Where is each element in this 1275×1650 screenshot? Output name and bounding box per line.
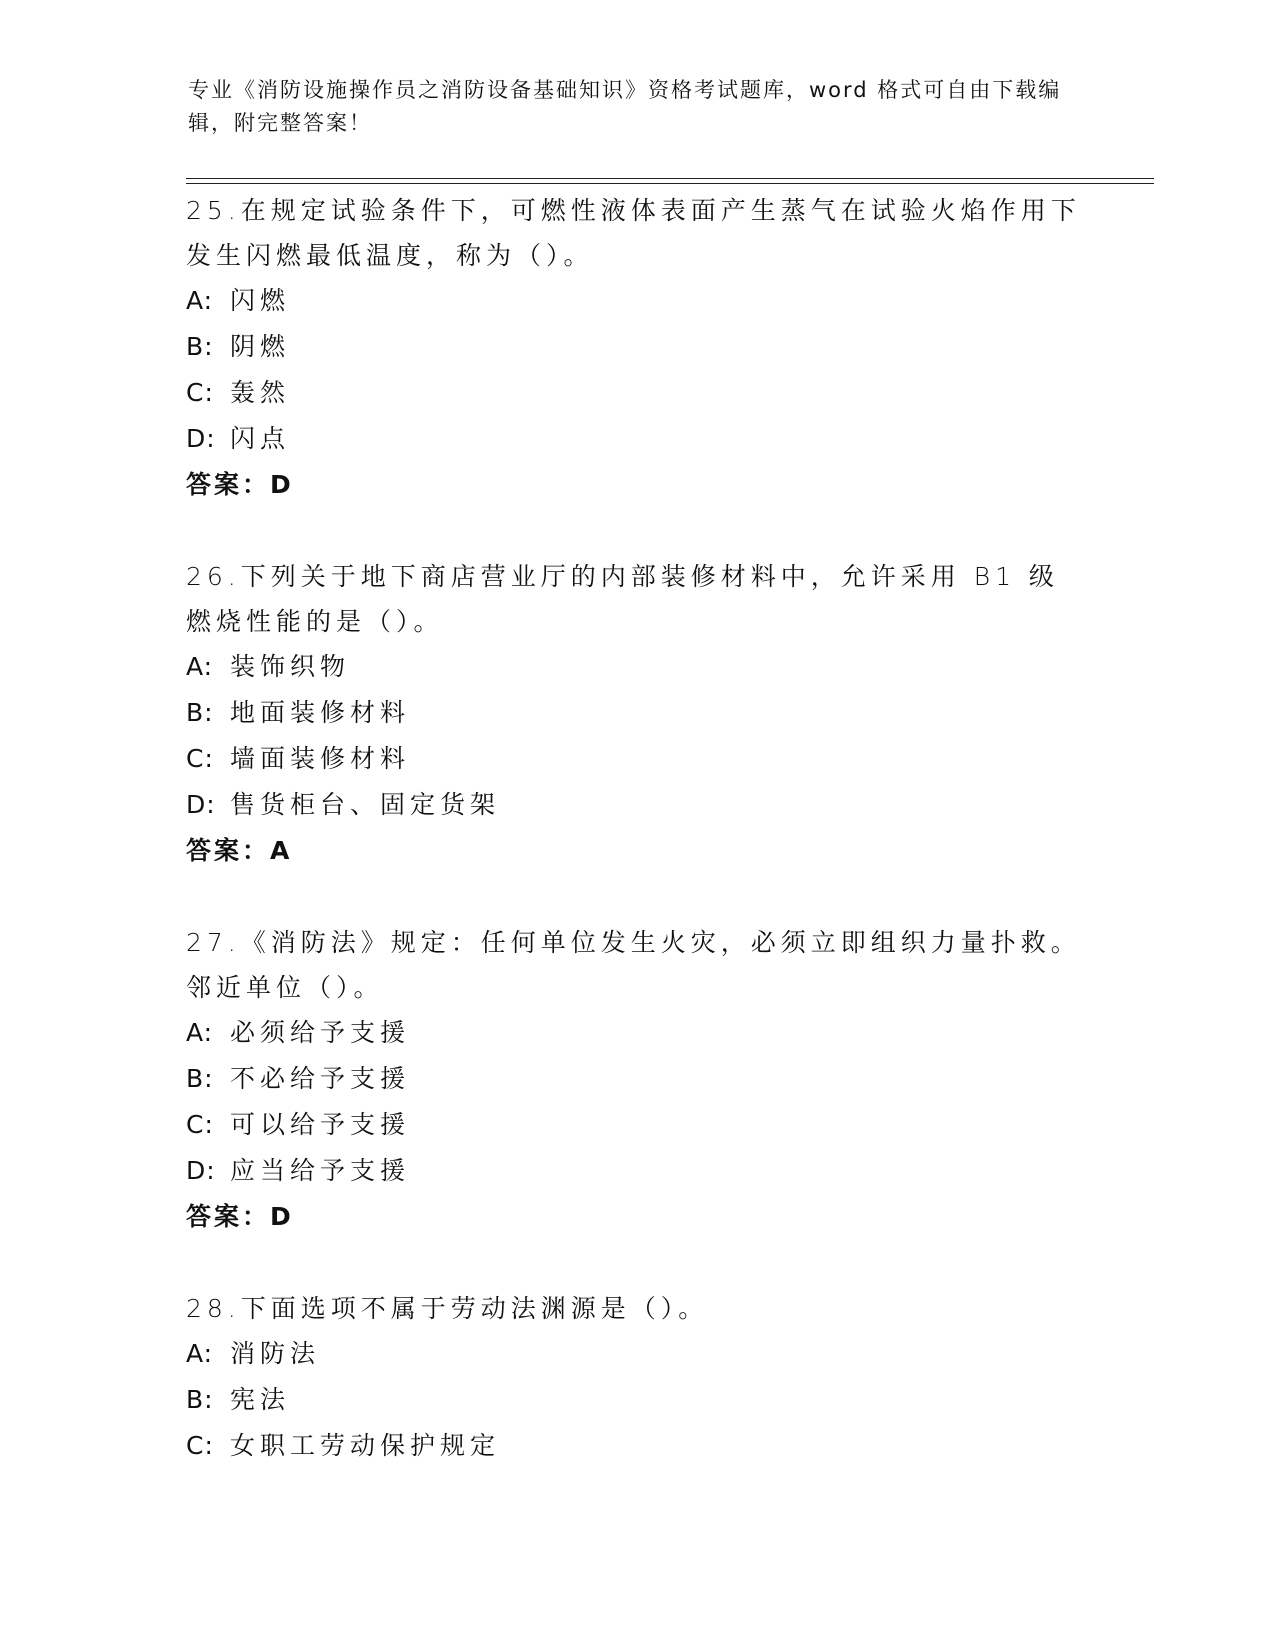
option-letter: D: [186,424,216,453]
option-letter: B: [186,1385,214,1414]
option-letter: A: [186,1018,214,1047]
answer-line: 答案：D [186,470,294,499]
option-letter: D: [186,1156,216,1185]
option-text: 地面装修材料 [230,698,411,727]
option-a [186,278,1086,324]
option-text: 宪法 [230,1385,291,1414]
option-letter: C: [186,1110,214,1139]
option-letter: A: [186,1339,214,1368]
option-b [186,1056,1086,1102]
option-b [186,690,1086,736]
document-header [188,74,1068,140]
question-list [186,188,1086,1515]
answer-line: 答案：A [186,836,293,865]
option-c [186,1102,1086,1148]
option-letter: B: [186,332,214,361]
option-text: 必须给予支援 [230,1018,411,1047]
option-text: 售货柜台、固定货架 [230,790,501,819]
answer-line: 答案：D [186,1202,294,1231]
question-stem: 28.下面选项不属于劳动法渊源是（）。 [186,1294,709,1323]
option-letter: D: [186,790,216,819]
question-28 [186,1286,1086,1469]
question-stem: 26.下列关于地下商店营业厅的内部装修材料中，允许采用 B1 级燃烧性能的是（）。 [186,562,1059,636]
option-d [186,1148,1086,1194]
option-text: 女职工劳动保护规定 [230,1431,501,1460]
question-27 [186,920,1086,1240]
option-letter: C: [186,744,214,773]
option-letter: C: [186,378,214,407]
option-text: 应当给予支援 [230,1156,411,1185]
option-text: 墙面装修材料 [230,744,411,773]
option-text: 可以给予支援 [230,1110,411,1139]
option-letter: B: [186,698,214,727]
question-26 [186,554,1086,874]
header-divider-top [186,178,1154,179]
option-b [186,324,1086,370]
option-c [186,736,1086,782]
option-letter: A: [186,652,214,681]
option-c [186,1423,1086,1469]
option-a [186,1331,1086,1377]
option-letter: A: [186,286,214,315]
option-text: 消防法 [230,1339,321,1368]
question-stem: 25.在规定试验条件下，可燃性液体表面产生蒸气在试验火焰作用下发生闪燃最低温度，称为（）。 [186,196,1081,270]
header-divider-bottom [186,183,1154,184]
header-text: 专业《消防设施操作员之消防设备基础知识》资格考试题库，word 格式可自由下载编辑，附完整答案！ [188,78,1062,135]
option-text: 闪点 [230,424,291,453]
option-text: 阴燃 [230,332,291,361]
option-letter: B: [186,1064,214,1093]
option-d [186,416,1086,462]
option-d [186,782,1086,828]
option-b [186,1377,1086,1423]
option-letter: C: [186,1431,214,1460]
question-stem: 27.《消防法》规定：任何单位发生火灾，必须立即组织力量扑救。邻近单位（）。 [186,928,1081,1002]
option-text: 不必给予支援 [230,1064,411,1093]
option-a [186,1010,1086,1056]
option-text: 闪燃 [230,286,291,315]
option-text: 装饰织物 [230,652,351,681]
option-a [186,644,1086,690]
question-25 [186,188,1086,508]
option-c [186,370,1086,416]
option-text: 轰然 [230,378,291,407]
